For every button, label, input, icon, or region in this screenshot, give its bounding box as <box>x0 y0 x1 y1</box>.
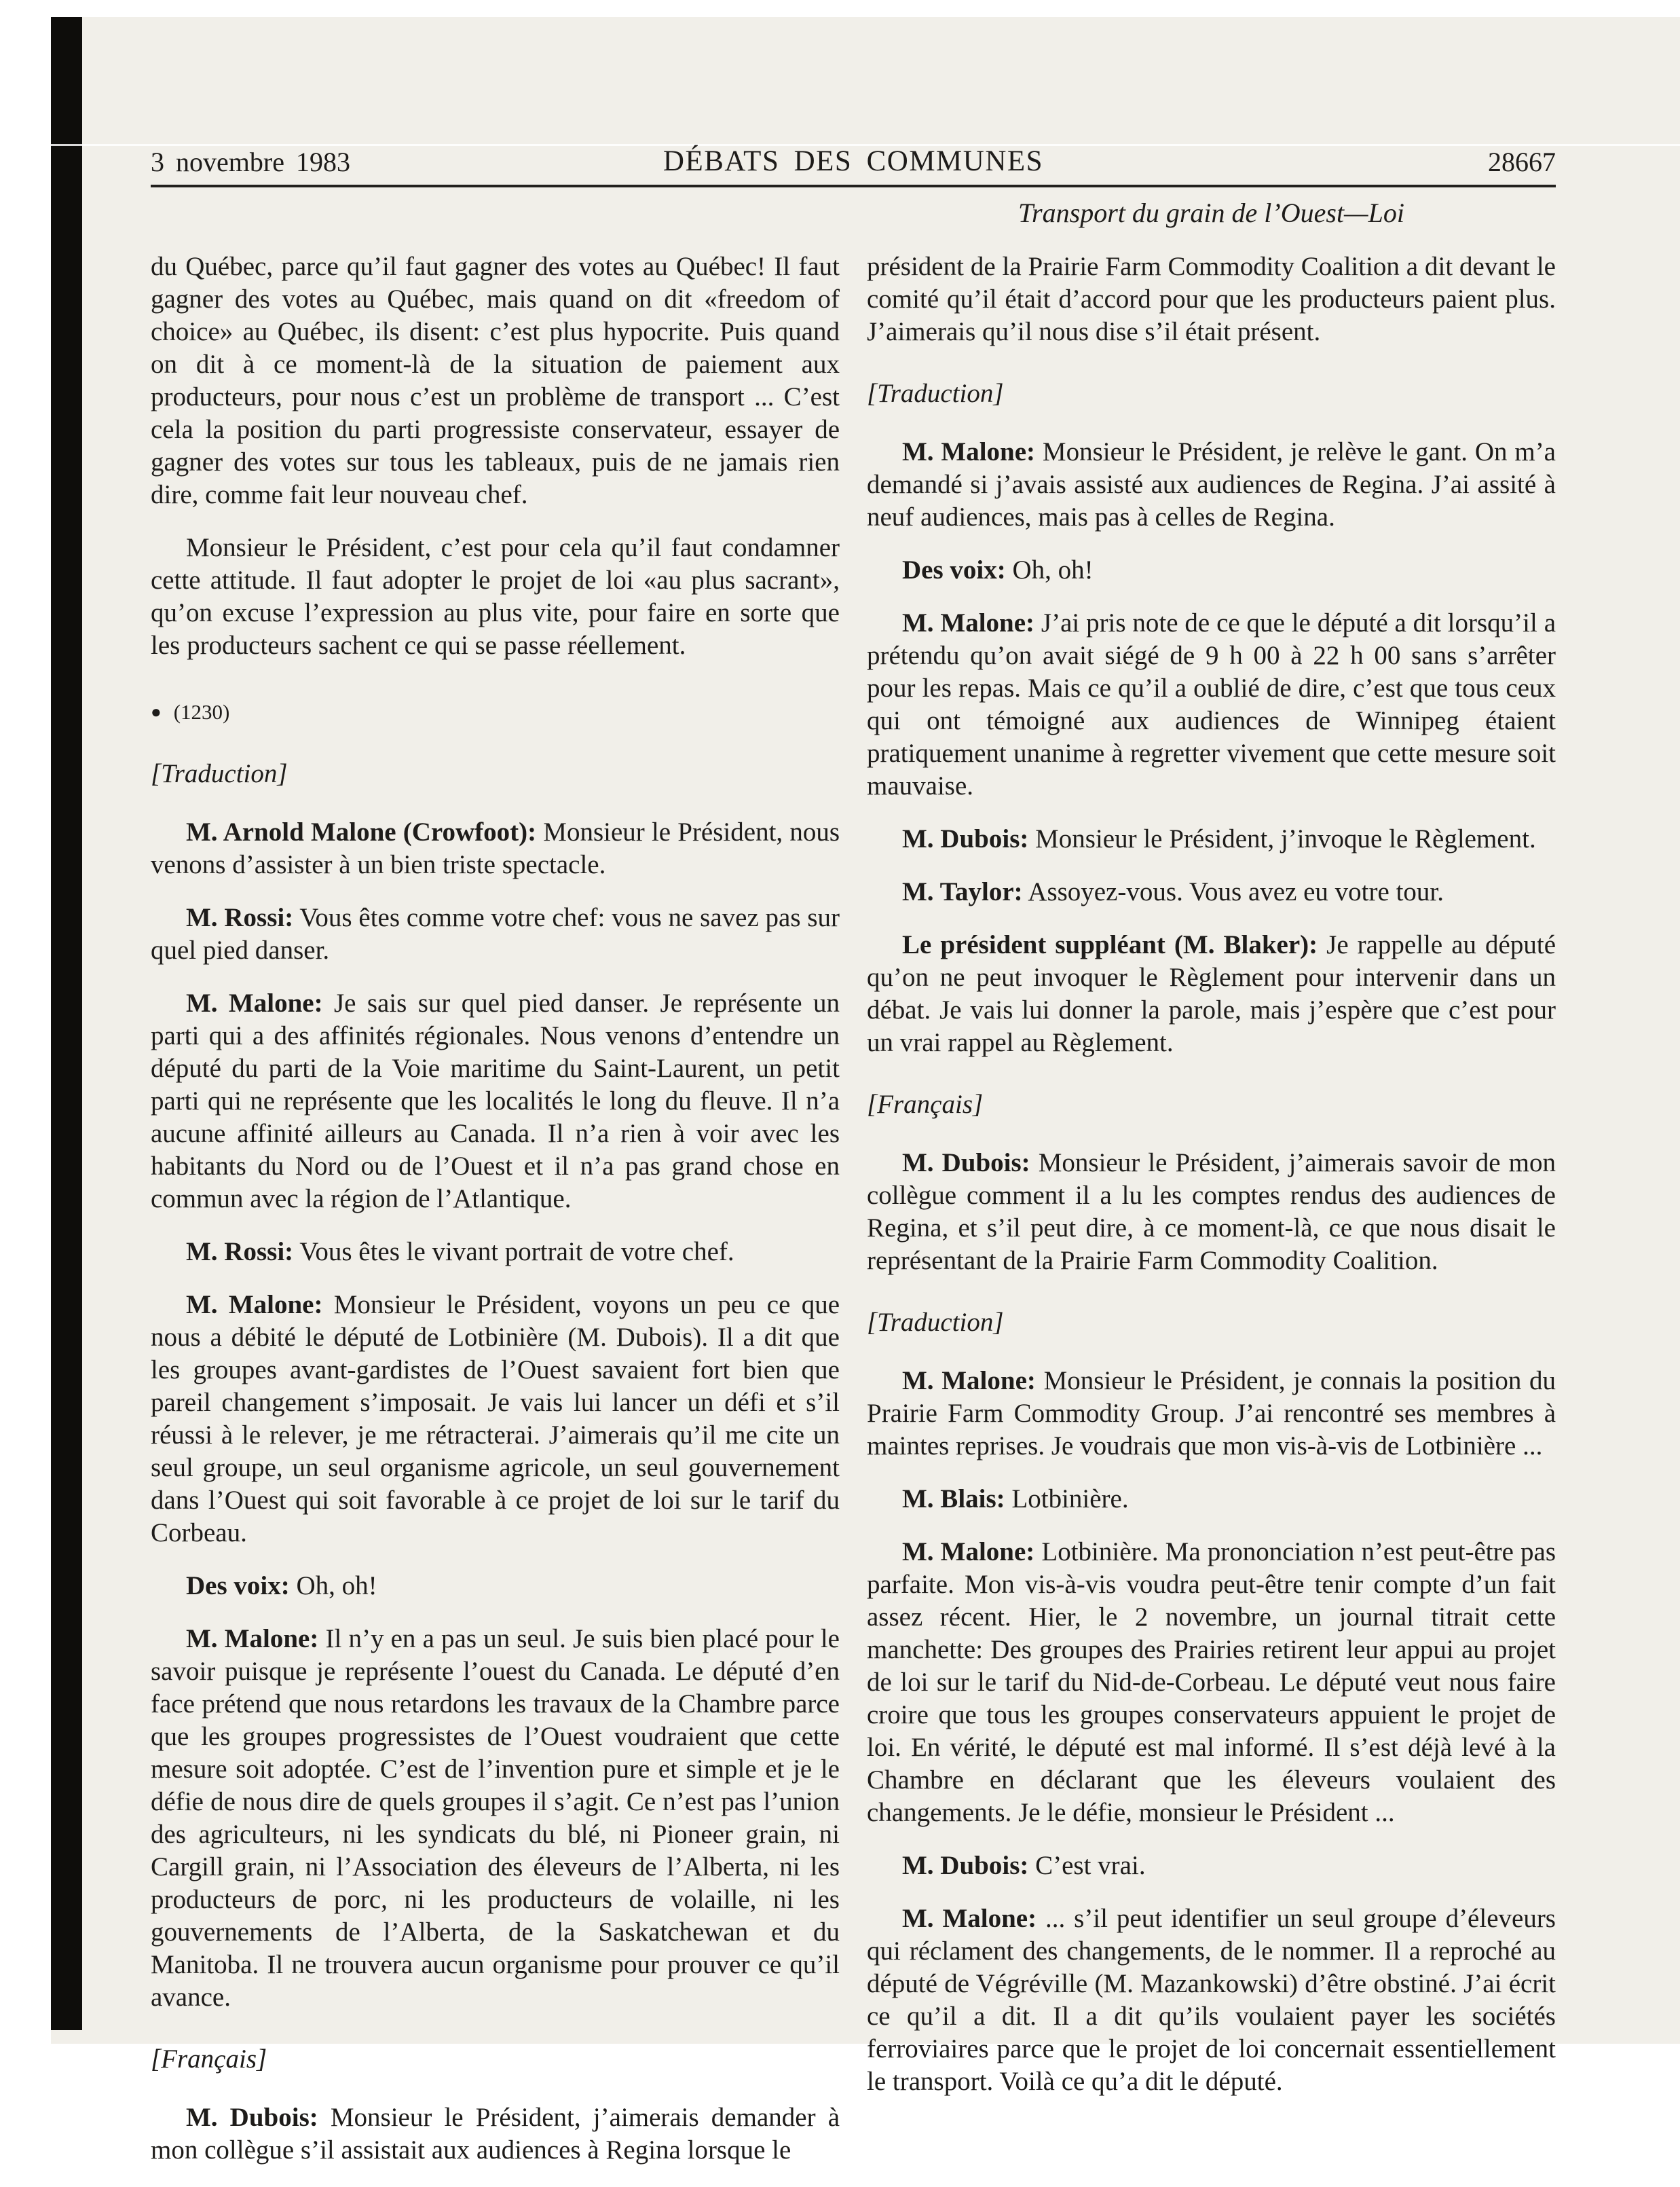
speech-paragraph <box>867 823 1556 856</box>
speech-paragraph <box>867 1147 1556 1277</box>
speech-paragraph <box>151 1570 840 1602</box>
speaker-name: M. Rossi: <box>186 903 294 932</box>
speaker-name: M. Malone: <box>902 1537 1035 1566</box>
speech-paragraph <box>867 1483 1556 1515</box>
speaker-name: M. Dubois: <box>902 1148 1030 1177</box>
speech-paragraph <box>151 1289 840 1549</box>
speech-paragraph <box>867 1903 1556 2098</box>
speech-text: Vous êtes le vivant portrait de votre chef. <box>299 1237 734 1266</box>
speaker-name: M. Malone: <box>902 1904 1037 1933</box>
speech-paragraph <box>867 607 1556 803</box>
speech-text: Monsieur le Président, j’aimerais demander à mon collègue s’il assistait aux audiences à Regina lorsque le <box>151 2103 840 2165</box>
speech-paragraph <box>867 436 1556 534</box>
two-column-body <box>151 251 1556 2187</box>
language-tag: [Traduction] <box>867 379 1004 408</box>
language-tag: [Traduction] <box>151 759 288 788</box>
page-title: DÉBATS DES COMMUNES <box>662 145 1044 177</box>
language-tag: [Traduction] <box>867 1308 1004 1337</box>
bullet-icon: ● <box>151 702 162 722</box>
speech-text: Vous êtes comme votre chef: vous ne savez pas sur quel pied danser. <box>151 903 840 965</box>
speaker-name: M. Dubois: <box>902 824 1029 853</box>
speech-text: Oh, oh! <box>296 1571 377 1600</box>
page-content <box>151 143 1556 2187</box>
running-head: Transport du grain de l’Ouest—Loi <box>1018 198 1404 228</box>
continuation-paragraph: président de la Prairie Farm Commodity Coalition a dit devant le comité qu’il était d’accord pour que les producteurs paient plus. J’aimerais qu’il nous dise s’il était présent. <box>867 252 1556 346</box>
speech-text: Assoyez-vous. Vous avez eu votre tour. <box>1028 877 1444 906</box>
header-date: 3 novembre 1983 <box>151 147 350 177</box>
speech-paragraph <box>151 2101 840 2167</box>
speaker-name: M. Arnold Malone (Crowfoot): <box>186 817 537 847</box>
speaker-name: M. Dubois: <box>186 2103 318 2132</box>
column-left <box>151 251 840 2187</box>
speech-text: Il n’y en a pas un seul. Je suis bien placé pour le savoir puisque je représente l’ouest du Canada. Le député d’en face prétend que nous retardons les travaux de la Chambre parce que les groupes progressistes de l’Ouest voudraient que cette mesure soit adoptée. C’est de l’invention pure et simple et je le défie de nous dire de quels groupes il s’agit. Ce n’est pas l’union des agriculteurs, ni les syndicats du blé, ni Pioneer grain, ni Cargill grain, ni l’Association des éleveurs de l’Alberta, ni les producteurs de porc, ni les producteurs de volaille, ni les gouvernements de l’Alberta, de la Saskatchewan et du Manitoba. Il ne trouvera aucun organisme pour prouver ce qu’il avance. <box>151 1624 840 2012</box>
speech-paragraph <box>151 987 840 1215</box>
speaker-name: M. Blais: <box>902 1484 1005 1513</box>
speaker-name: Des voix: <box>902 555 1006 585</box>
speech-text: J’ai pris note de ce que le député a dit lorsqu’il a prétendu qu’on avait siégé de 9 h 00 à 22 h 00 sans s’arrêter pour les repas. Mais ce qu’il a oublié de dire, c’est que tous ceux qui ont témoigné aux audiences de Winnipeg étaient pratiquement unanime à regretter vivement que cette mesure soit mauvaise. <box>867 608 1556 801</box>
speech-text: C’est vrai. <box>1035 1851 1146 1880</box>
speaker-name: Des voix: <box>186 1571 290 1600</box>
page-sheet <box>51 17 1680 2165</box>
language-tag: [Français] <box>867 1090 984 1119</box>
speech-text: Je rappelle au député qu’on ne peut invoquer le Règlement pour intervenir dans un débat. Je vais lui donner la parole, mais j’espère que c’est pour un vrai rappel au Règlement. <box>867 930 1556 1057</box>
speech-text: Je sais sur quel pied danser. Je représente un parti qui a des affinités régionales. Nous venons d’entendre un député du parti de la Voie maritime du Saint-Laurent, un petit parti qui ne représente que les localités le long du fleuve. Il n’a aucune affinité ailleurs au Canada. Il n’a rien à voir avec les habitants du Nord ou de l’Ouest et il n’a pas grand chose en commun avec la région de l’Atlantique. <box>151 989 840 1213</box>
speech-text: Lotbinière. <box>1011 1484 1129 1513</box>
speaker-name: M. Malone: <box>902 608 1035 638</box>
speech-text: Monsieur le Président, nous venons d’assister à un bien triste spectacle. <box>151 817 840 879</box>
speech-paragraph <box>151 1236 840 1268</box>
speech-paragraph <box>867 1536 1556 1829</box>
speech-text: Lotbinière. Ma prononciation n’est peut-être pas parfaite. Mon vis-à-vis voudra peut-être tenir compte d’un fait assez récent. Hier, le 2 novembre, un journal titrait cette manchette: Des groupes des Prairies retirent leur appui au projet de loi sur le tarif du Nid-de-Corbeau. Le député veut nous faire croire que tous les groupes conservateurs appuient le projet de loi. En vérité, le député est mal informé. Il s’est déjà levé à la Chambre en déclarant que les éleveurs voulaient des changements. Je le défie, monsieur le Président ... <box>867 1537 1556 1827</box>
page-header <box>151 143 1556 187</box>
speech-text: Monsieur le Président, je relève le gant. On m’a demandé si j’avais assisté aux audiences de Regina. J’ai assité à neuf audiences, mais pas à celles de Regina. <box>867 437 1556 532</box>
speech-paragraph <box>867 929 1556 1059</box>
header-page-number: 28667 <box>1488 147 1556 177</box>
speech-paragraph <box>867 1365 1556 1463</box>
speech-paragraph <box>867 1850 1556 1882</box>
speaker-name: M. Malone: <box>186 1290 323 1319</box>
speech-text: Oh, oh! <box>1012 555 1094 585</box>
speaker-name: M. Malone: <box>186 1624 319 1653</box>
speaker-name: M. Dubois: <box>902 1851 1029 1880</box>
language-tag: [Français] <box>151 2044 267 2074</box>
speaker-name: Le président suppléant (M. Blaker): <box>902 930 1318 959</box>
body-paragraph: Monsieur le Président, c’est pour cela qu’il faut condamner cette attitude. Il faut adopter le projet de loi «au plus sacrant», qu’on excuse l’expression au plus vite, pour faire en sorte que les producteurs sachent ce qui se passe réellement. <box>151 533 840 660</box>
speaker-name: M. Rossi: <box>186 1237 294 1266</box>
speech-text: Monsieur le Président, je connais la position du Prairie Farm Commodity Group. J’ai rencontré ses membres à maintes reprises. Je voudrais que mon vis-à-vis de Lotbinière ... <box>867 1366 1556 1460</box>
speech-paragraph <box>151 816 840 881</box>
speech-text: Monsieur le Président, j’aimerais savoir de mon collègue comment il a lu les comptes rendus des audiences de Regina, et s’il peut dire, à ce moment-là, ce que nous disait le représentant de la Prairie Farm Commodity Coalition. <box>867 1148 1556 1275</box>
speech-paragraph <box>151 902 840 967</box>
speech-text: Monsieur le Président, voyons un peu ce que nous a débité le député de Lotbinière (M. Dubois). Il a dit que les groupes avant-gardistes de l’Ouest savaient fort bien que pareil changement s’imposait. Je vais lui lancer un défi et s’il réussi à le relever, je me rétracterai. J’aimerais qu’il me cite un seul groupe, un seul organisme agricole, un seul gouvernement dans l’Ouest qui soit favorable à ce projet de loi sur le tarif du Corbeau. <box>151 1290 840 1547</box>
speech-paragraph <box>151 1623 840 2014</box>
speaker-name: M. Malone: <box>902 1366 1036 1395</box>
scan-gutter-band <box>51 17 82 2030</box>
continuation-paragraph: du Québec, parce qu’il faut gagner des votes au Québec! Il faut gagner des votes au Québec, mais quand on dit «freedom of choice» au Québec, ils disent: c’est plus hypocrite. Puis quand on dit à ce moment-là de la situation de paiement aux producteurs, pour nous c’est un problème de transport ... C’est cela la position du parti progressiste conservateur, essayer de gagner des votes sur tous les tableaux, puis de ne jamais rien dire, comme fait leur nouveau chef. <box>151 252 840 509</box>
speaker-name: M. Taylor: <box>902 877 1023 906</box>
time-marker <box>151 700 840 724</box>
speaker-name: M. Malone: <box>186 989 323 1018</box>
speech-text: Monsieur le Président, j’invoque le Règlement. <box>1035 824 1536 853</box>
column-right <box>867 251 1556 2187</box>
speech-paragraph <box>867 876 1556 908</box>
speech-paragraph <box>867 554 1556 587</box>
speech-text: ... s’il peut identifier un seul groupe d’éleveurs qui réclament des changements, de le nommer. Il a reproché au député de Végréville (M. Mazankowski) d’être obstiné. J’ai écrit ce qu’il a dit. Il a dit qu’ils voulaient payer les sociétés ferroviaires parce que le projet de loi concernait essentiellement le transport. Voilà ce qu’a dit le député. <box>867 1904 1556 2096</box>
time-marker-text: (1230) <box>173 700 230 724</box>
speaker-name: M. Malone: <box>902 437 1036 466</box>
